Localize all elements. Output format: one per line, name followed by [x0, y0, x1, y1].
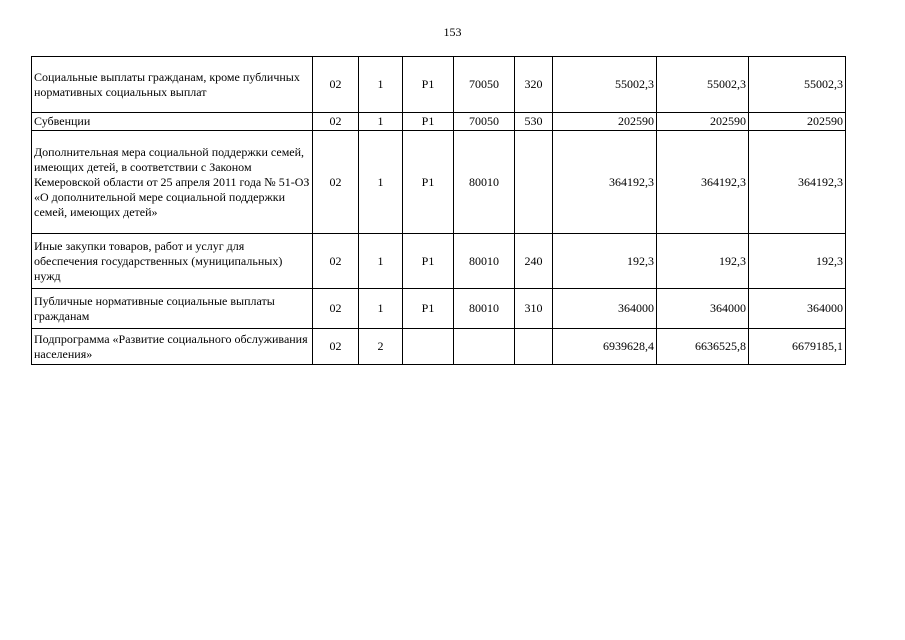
amount-3-cell: 202590 — [749, 113, 846, 131]
section-code-cell: 02 — [313, 289, 359, 329]
target-code-cell: 80010 — [454, 234, 515, 289]
amount-2-cell: 364000 — [657, 289, 749, 329]
subsection-code-cell: 1 — [359, 113, 403, 131]
program-code-cell: P1 — [403, 131, 454, 234]
amount-1-cell: 202590 — [553, 113, 657, 131]
section-code-cell: 02 — [313, 57, 359, 113]
subsection-code-cell: 1 — [359, 289, 403, 329]
table-row — [32, 234, 846, 289]
amount-2-cell: 55002,3 — [657, 57, 749, 113]
target-code-cell: 80010 — [454, 289, 515, 329]
row-name-cell: Публичные нормативные социальные выплаты гражданам — [32, 289, 313, 329]
amount-2-cell: 6636525,8 — [657, 329, 749, 365]
target-code-cell: 70050 — [454, 57, 515, 113]
amount-1-cell: 6939628,4 — [553, 329, 657, 365]
subsection-code-cell: 2 — [359, 329, 403, 365]
row-name-cell: Иные закупки товаров, работ и услуг для обеспечения государственных (муниципальных) нужд — [32, 234, 313, 289]
amount-3-cell: 6679185,1 — [749, 329, 846, 365]
table-row — [32, 131, 846, 234]
expense-type-cell — [515, 131, 553, 234]
page-number: 153 — [443, 25, 462, 39]
amount-3-cell: 192,3 — [749, 234, 846, 289]
target-code-cell: 80010 — [454, 131, 515, 234]
amount-1-cell: 192,3 — [553, 234, 657, 289]
amount-1-cell: 364192,3 — [553, 131, 657, 234]
section-code-cell: 02 — [313, 234, 359, 289]
amount-3-cell: 364192,3 — [749, 131, 846, 234]
subsection-code-cell: 1 — [359, 131, 403, 234]
table-row — [32, 289, 846, 329]
expense-type-cell: 530 — [515, 113, 553, 131]
target-code-cell — [454, 329, 515, 365]
row-name-cell: Субвенции — [32, 113, 313, 131]
table-row — [32, 113, 846, 131]
section-code-cell: 02 — [313, 329, 359, 365]
budget-table — [31, 56, 846, 365]
expense-type-cell: 310 — [515, 289, 553, 329]
expense-type-cell: 240 — [515, 234, 553, 289]
program-code-cell: P1 — [403, 234, 454, 289]
table-row — [32, 329, 846, 365]
row-name-cell: Социальные выплаты гражданам, кроме публичных нормативных социальных выплат — [32, 57, 313, 113]
amount-1-cell: 55002,3 — [553, 57, 657, 113]
row-name-cell: Подпрограмма «Развитие социального обслуживания населения» — [32, 329, 313, 365]
amount-2-cell: 202590 — [657, 113, 749, 131]
program-code-cell: P1 — [403, 57, 454, 113]
section-code-cell: 02 — [313, 131, 359, 234]
program-code-cell — [403, 329, 454, 365]
expense-type-cell — [515, 329, 553, 365]
table-row — [32, 57, 846, 113]
amount-1-cell: 364000 — [553, 289, 657, 329]
amount-2-cell: 364192,3 — [657, 131, 749, 234]
program-code-cell: P1 — [403, 289, 454, 329]
subsection-code-cell: 1 — [359, 57, 403, 113]
expense-type-cell: 320 — [515, 57, 553, 113]
amount-2-cell: 192,3 — [657, 234, 749, 289]
amount-3-cell: 55002,3 — [749, 57, 846, 113]
program-code-cell: P1 — [403, 113, 454, 131]
amount-3-cell: 364000 — [749, 289, 846, 329]
section-code-cell: 02 — [313, 113, 359, 131]
row-name-cell: Дополнительная мера социальной поддержки семей, имеющих детей, в соответствии с Законом Кемеровской области от 25 апреля 2011 года № 51-ОЗ «О дополнительной мере социальной поддержки семей, имеющих детей» — [32, 131, 313, 234]
target-code-cell: 70050 — [454, 113, 515, 131]
subsection-code-cell: 1 — [359, 234, 403, 289]
